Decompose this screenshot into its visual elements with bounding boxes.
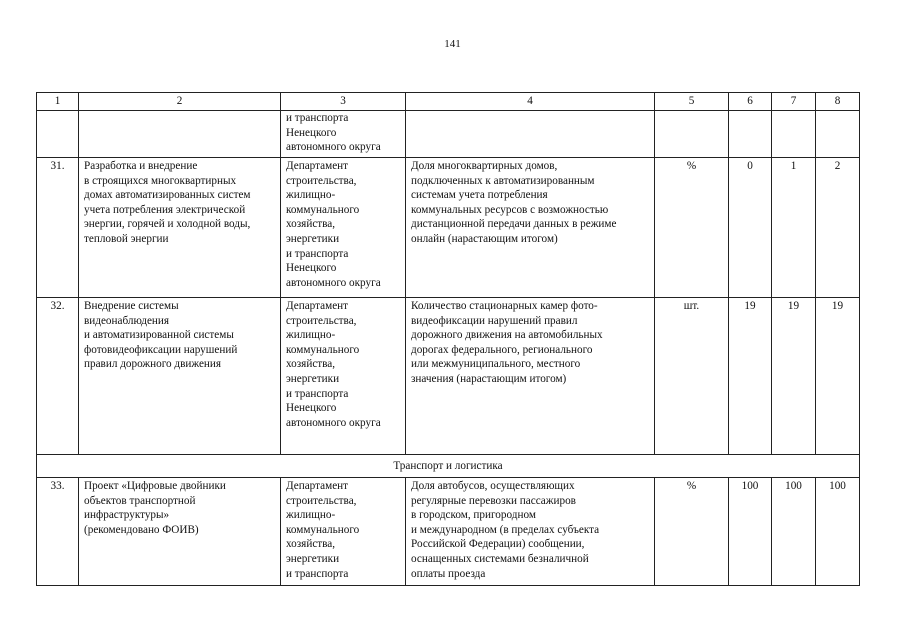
- cell-value-col6: 0: [729, 158, 772, 298]
- cell-value-col7: 100: [772, 478, 816, 586]
- column-number: 6: [729, 93, 772, 111]
- cell-empty: [729, 111, 772, 158]
- table-row: [37, 478, 860, 586]
- cell-value-col6: 19: [729, 298, 772, 455]
- cell-number: 31.: [37, 158, 79, 298]
- column-number: 1: [37, 93, 79, 111]
- cell-unit: %: [655, 158, 729, 298]
- cell-unit: %: [655, 478, 729, 586]
- cell-name: Проект «Цифровые двойники объектов транспортной инфраструктуры» (рекомендовано ФОИВ): [79, 478, 281, 586]
- cell-value-col7: 1: [772, 158, 816, 298]
- cell-empty: [79, 111, 281, 158]
- cell-indicator: Количество стационарных камер фото- видеофиксации нарушений правил дорожного движения на автомобильных дорогах федерального, регионального или межмуниципального, местного значения (нарастающим итогом): [406, 298, 655, 455]
- column-number: 4: [406, 93, 655, 111]
- cell-department: Департамент строительства, жилищно- коммунального хозяйства, энергетики и транспорта Ненецкого автономного округа: [281, 298, 406, 455]
- cell-value-col7: 19: [772, 298, 816, 455]
- cell-value-col8: 19: [816, 298, 860, 455]
- cell-number: 33.: [37, 478, 79, 586]
- cell-indicator: Доля автобусов, осуществляющих регулярные перевозки пассажиров в городском, пригородном и международном (в пределах субъекта Российской Федерации) сообщении, оснащенных системами безналичной оплаты проезда: [406, 478, 655, 586]
- cell-unit: шт.: [655, 298, 729, 455]
- continuation-row: [37, 111, 860, 158]
- column-number: 8: [816, 93, 860, 111]
- cell-indicator: Доля многоквартирных домов, подключенных к автоматизированным системам учета потребления коммунальных ресурсов с возможностью дистанционной передачи данных в режиме онлайн (нарастающим итогом): [406, 158, 655, 298]
- section-title: Транспорт и логистика: [37, 455, 860, 478]
- column-number: 7: [772, 93, 816, 111]
- cell-department: и транспорта Ненецкого автономного округа: [281, 111, 406, 158]
- table-row: [37, 158, 860, 298]
- cell-empty: [655, 111, 729, 158]
- column-numbers-row: [37, 93, 860, 111]
- column-number: 5: [655, 93, 729, 111]
- page-number: 141: [444, 38, 461, 50]
- cell-empty: [37, 111, 79, 158]
- column-number: 2: [79, 93, 281, 111]
- cell-department: Департамент строительства, жилищно- коммунального хозяйства, энергетики и транспорта: [281, 478, 406, 586]
- cell-name: Внедрение системы видеонаблюдения и автоматизированной системы фотовидеофиксации нарушений правил дорожного движения: [79, 298, 281, 455]
- cell-name: Разработка и внедрение в строящихся многоквартирных домах автоматизированных систем учета потребления электрической энергии, горячей и холодной воды, тепловой энергии: [79, 158, 281, 298]
- table-row: [37, 298, 860, 455]
- cell-value-col8: 2: [816, 158, 860, 298]
- cell-empty: [772, 111, 816, 158]
- cell-value-col6: 100: [729, 478, 772, 586]
- section-row: [37, 455, 860, 478]
- column-number: 3: [281, 93, 406, 111]
- cell-empty: [406, 111, 655, 158]
- cell-empty: [816, 111, 860, 158]
- indicators-table: [36, 92, 860, 586]
- cell-value-col8: 100: [816, 478, 860, 586]
- cell-department: Департамент строительства, жилищно- коммунального хозяйства, энергетики и транспорта Ненецкого автономного округа: [281, 158, 406, 298]
- cell-number: 32.: [37, 298, 79, 455]
